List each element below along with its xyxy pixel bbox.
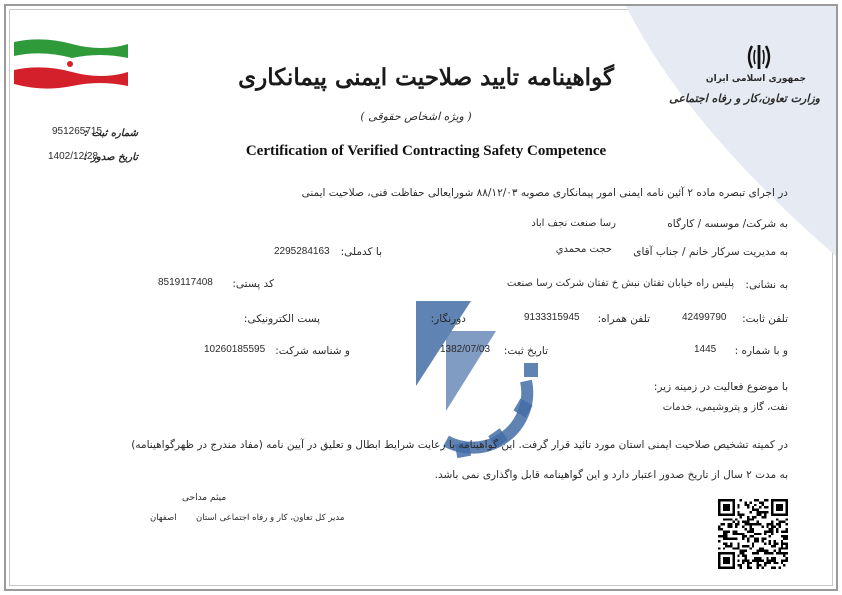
national-id-label: با کدملی:	[340, 246, 382, 258]
company-id-value: 10260185595	[204, 344, 266, 355]
certificate-frame	[4, 4, 838, 591]
number-value: 1445	[694, 344, 717, 355]
number-label: و با شماره :	[734, 345, 788, 357]
ministry-name: وزارت تعاون،کار و رفاه اجتماعی	[669, 92, 820, 105]
company-id-label: و شناسه شرکت:	[275, 345, 350, 357]
manager-value: حجت محمدي	[555, 244, 612, 255]
iran-flag-icon	[12, 36, 130, 92]
iran-emblem-icon	[744, 42, 774, 72]
page-title: گواهینامه تایید صلاحیت ایمنی پیمانکاری	[238, 64, 614, 91]
postal-label: کد پستی:	[232, 278, 274, 290]
activity-label: با موضوع فعالیت در زمینه زیر:	[653, 381, 788, 393]
phone-value: 42499790	[682, 312, 727, 323]
mobile-value: 9133315945	[524, 312, 580, 323]
intro-text: در اجرای تبصره ماده ۲ آئین نامه ایمنی امور پیمانکاری مصوبه ۸۸/۱۲/۰۳ شورایعالی حفاظت فنی، صلاحیت ایمنی	[301, 187, 788, 199]
footer-line-2: به مدت ۲ سال از تاریخ صدور اعتبار دارد و این گواهینامه قابل واگذاری نمی باشد.	[434, 469, 788, 481]
signer-name: میثم مداحی	[182, 493, 227, 503]
mobile-label: تلفن همراه:	[597, 313, 650, 325]
ministry-country: جمهوری اسلامی ایران	[705, 74, 806, 84]
company-value: رسا صنعت نجف اباد	[531, 218, 616, 229]
issue-date-value: 1402/12/28	[48, 151, 99, 162]
address-value: پلیس راه خیابان تفتان نبش خ تفتان شرکت رسا صنعت	[506, 278, 734, 289]
national-id-value: 2295284163	[274, 246, 330, 257]
company-label: به شرکت/ موسسه / کارگاه	[667, 218, 788, 230]
signer-title: مدیر کل تعاون، کار و رفاه اجتماعی استان	[196, 513, 345, 523]
signer-province: اصفهان	[150, 513, 177, 523]
fax-label: دورنگار:	[430, 313, 466, 325]
manager-label: به مدیریت سرکار خانم / جناب آقای	[633, 246, 788, 258]
email-label: پست الکترونیکی:	[243, 313, 320, 325]
activity-value: نفت، گاز و پتروشیمی، خدمات	[662, 402, 788, 413]
phone-label: تلفن ثابت:	[742, 313, 788, 325]
address-label: به نشانی:	[745, 279, 788, 291]
reg-no-value: 951265715	[52, 126, 103, 137]
reg-date-value: 1382/07/03	[440, 344, 491, 355]
postal-value: 8519117408	[158, 277, 213, 288]
reg-date-label: تاریخ ثبت:	[503, 345, 548, 357]
footer-line-1: در کمیته تشخیص صلاحیت ایمنی استان مورد تائید قرار گرفت. این گواهینامه با رعایت شرایط ابطال و تعلیق در آیین نامه (مفاد مندرج در ظهرگواهینامه)	[131, 439, 788, 451]
english-title: Certification of Verified Contracting Safety Competence	[245, 143, 607, 159]
qr-code-icon	[718, 499, 788, 569]
page-subtitle: ( ویژه اشخاص حقوقی )	[360, 110, 472, 123]
issue-date-label: تاریخ صدور :	[83, 152, 138, 163]
reg-no-label: شماره ثبت :	[84, 128, 138, 139]
